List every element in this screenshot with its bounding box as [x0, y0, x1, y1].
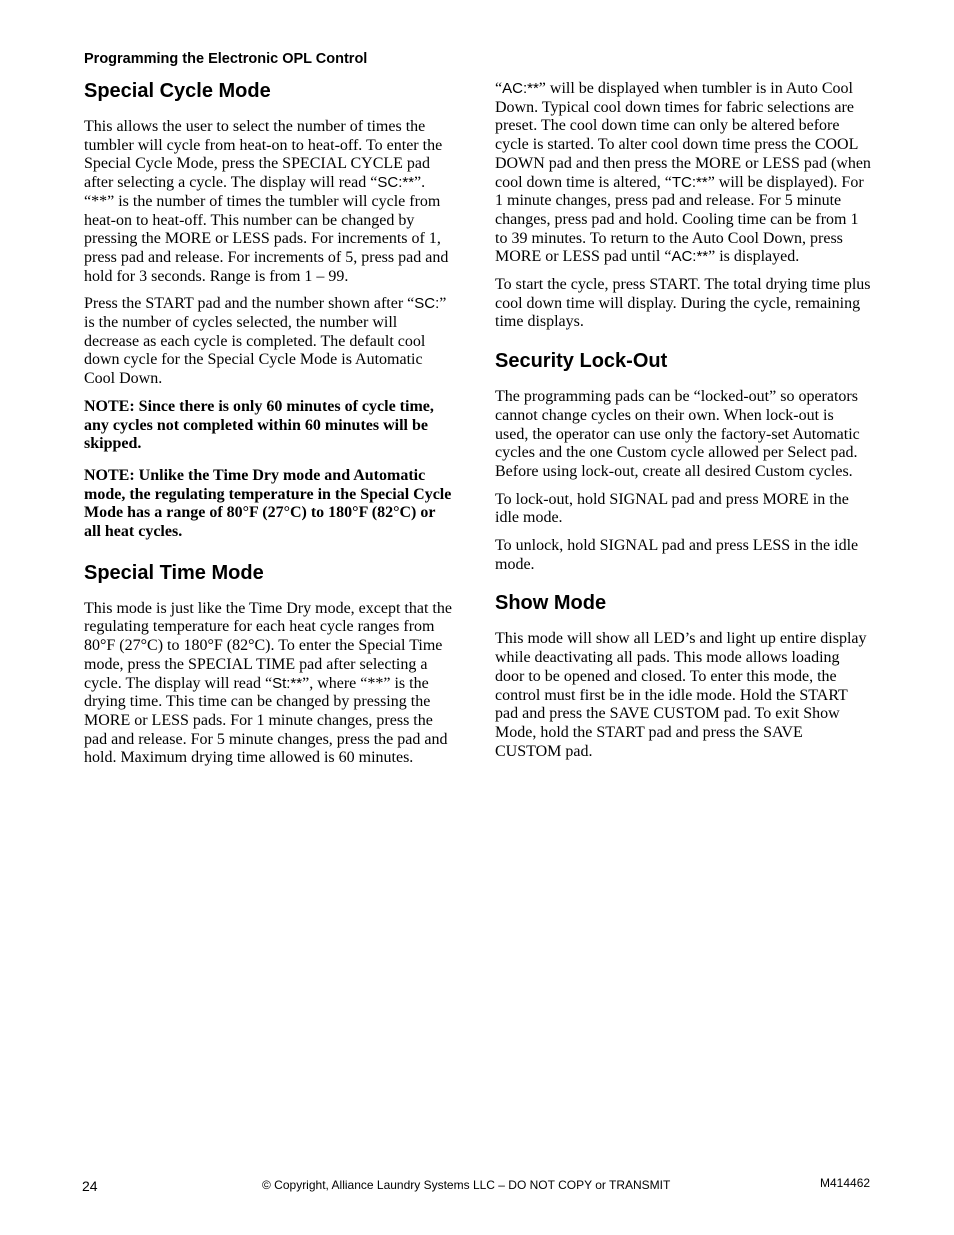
special-cycle-heading: Special Cycle Mode [84, 80, 271, 102]
security-paragraph-2: To lock-out, hold SIGNAL pad and press MORE in the idle mode. [495, 490, 849, 527]
note-regulating-temperature: NOTE: Unlike the Time Dry mode and Automatic mode, the regulating temperature in the Special Cycle Mode has a range of 80°F (27°C) to 180°F (82°C) or all heat cycles. [84, 466, 452, 541]
display-code: SC:** [377, 174, 415, 192]
show-mode-paragraph: This mode will show all LED’s and light up entire display while deactivating all pads. This mode allows loading door to be opened and closed. To enter this mode, the control must first be in the idle mode. Hold the START pad and press the SAVE CUSTOM pad. To exit Show Mode, hold the START pad and press the SAVE CUSTOM pad. [495, 630, 867, 760]
security-paragraph-3: To unlock, hold SIGNAL pad and press LESS in the idle mode. [495, 537, 859, 573]
text-run: ”, where “**” is the drying time. This time can be changed by pressing the MORE or LESS pads. For 1 minute changes, press the pad and release. For 5 minute changes, press the pad and hold. Maximum drying time allowed is 60 minutes. [84, 674, 448, 767]
text-run: ”. “**” is the number of times the tumbler will cycle from heat-on to heat-off. This number can be changed by pressing the MORE or LESS pads. For increments of 1, press pad and release. For increments of 5, press pad and hold for 3 seconds. Range is from 1 – 99. [84, 174, 449, 285]
display-code: St:** [272, 674, 303, 692]
display-code: TC:** [671, 173, 708, 191]
display-code: AC:** [502, 80, 539, 97]
cool-down-paragraph [495, 80, 871, 267]
text-run: ” is the number of cycles selected, the number will decrease as each cycle is completed. The default cool down cycle for the Special Cycle Mode is Automatic Cool Down. [84, 295, 447, 388]
security-paragraph-1: The programming pads can be “locked-out” so operators cannot change cycles on their own. When lock-out is used, the operator can use only the factory-set Automatic cycles and the one Custom cycle allowed per Select pad. Before using lock-out, create all desired Custom cycles. [495, 388, 860, 480]
left-column [84, 78, 456, 777]
document-number: M414462 [820, 1176, 871, 1190]
text-run: ” is displayed. [708, 248, 800, 266]
special-cycle-paragraph-1 [84, 118, 456, 286]
text-run: This mode is just like the Time Dry mode, except that the regulating temperature for each heat cycle ranges from 80°F (27°C) to 180°F (82°C). To enter the Special Time mode, press the SPECIAL TIME pad after selecting a cycle. The display will read “ [84, 599, 452, 692]
text-run: ” will be displayed when tumbler is in Auto Cool Down. Typical cool down times for fabric selections are preset. The cool down time can only be altered before cycle is started. To alter cool down time press the COOL DOWN pad and then press the MORE or LESS pad (when cool down time is altered, “ [495, 80, 871, 191]
special-cycle-paragraph-2 [84, 295, 456, 389]
text-run: Press the START pad and the number shown after “ [84, 295, 415, 313]
right-column [495, 80, 871, 770]
security-lockout-heading: Security Lock-Out [495, 350, 668, 373]
display-code: SC: [414, 295, 440, 313]
display-code: AC:** [671, 248, 709, 266]
copyright-notice: © Copyright, Alliance Laundry Systems LLC – DO NOT COPY or TRANSMIT [262, 1178, 671, 1192]
note-cycle-time: NOTE: Since there is only 60 minutes of cycle time, any cycles not completed within 60 minutes will be skipped. [84, 397, 434, 453]
show-mode-heading: Show Mode [495, 592, 607, 615]
running-header: Programming the Electronic OPL Control [84, 51, 368, 67]
text-run: “ [495, 80, 503, 97]
text-run: This allows the user to select the number of times the tumbler will cycle from heat-on to heat-off. To enter the Special Cycle Mode, press the SPECIAL CYCLE pad after selecting a cycle. The display will read “ [84, 118, 443, 192]
page-number: 24 [82, 1178, 98, 1194]
special-time-heading: Special Time Mode [84, 561, 264, 584]
special-time-paragraph [84, 600, 456, 768]
text-run: ” will be displayed). For 1 minute changes, press pad and release. For 5 minute changes, press pad and hold. Cooling time can be from 1 to 39 minutes. To return to the Auto Cool Down, press MORE or LESS pad until “ [495, 173, 864, 266]
start-cycle-paragraph: To start the cycle, press START. The total drying time plus cool down time will display. During the cycle, remaining time displays. [495, 276, 871, 331]
